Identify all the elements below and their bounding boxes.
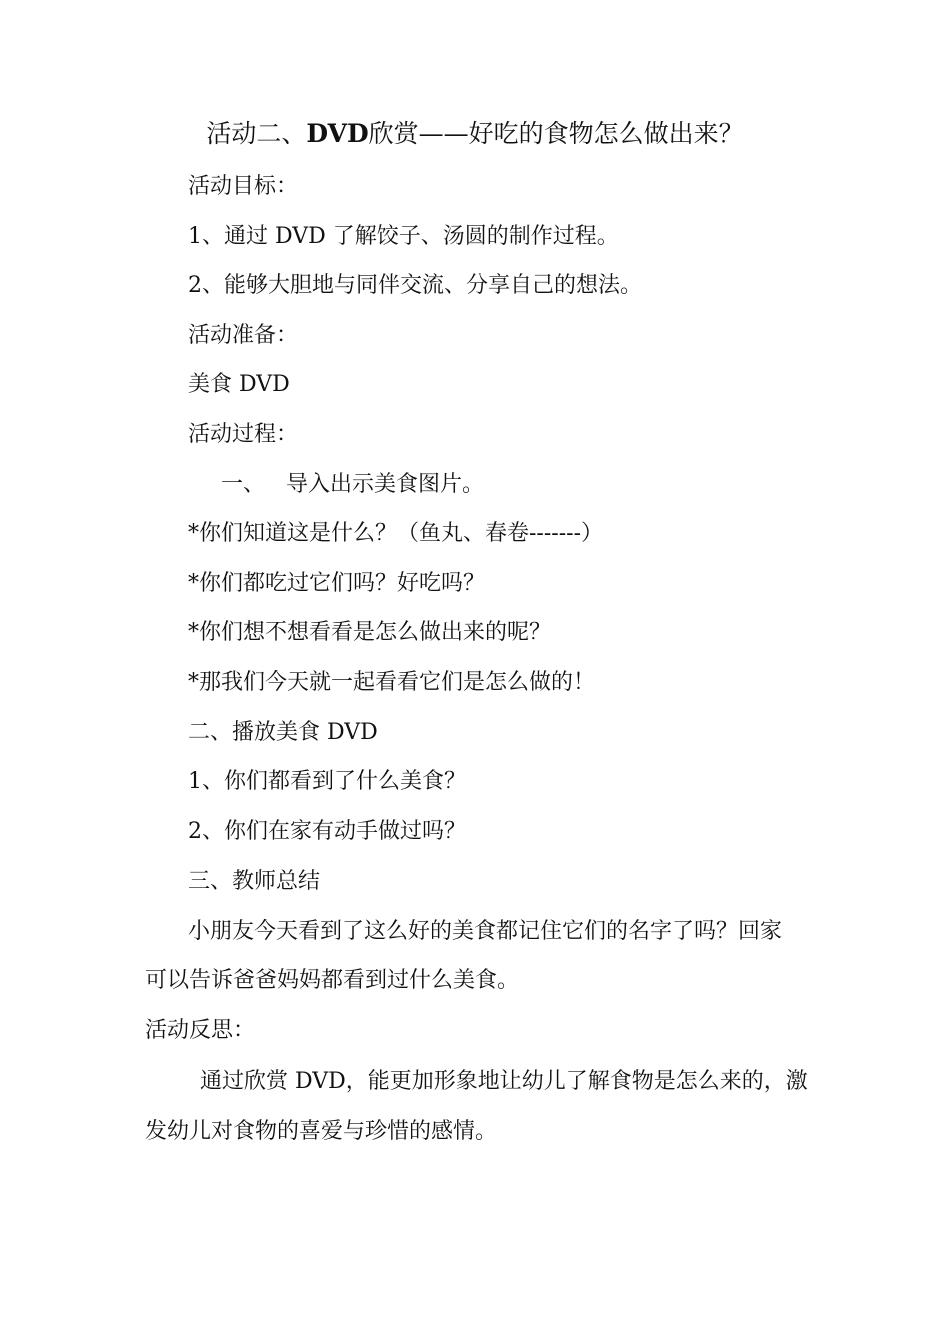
reflection-heading: 活动反思： — [145, 1018, 256, 1043]
title-suffix: 欣赏——好吃的食物怎么做出来？ — [368, 119, 744, 148]
question-4: *那我们今天就一起看看它们是怎么做的！ — [188, 670, 596, 695]
step-1: 一、 导入出示美食图片。 — [221, 472, 484, 497]
step-2-question-2: 2、你们在家有动手做过吗？ — [188, 819, 466, 844]
step-3: 三、教师总结 — [188, 869, 321, 894]
goal-item-1: 1、通过 DVD 了解饺子、汤圆的制作过程。 — [188, 224, 619, 249]
prep-heading: 活动准备： — [188, 323, 299, 348]
question-1: *你们知道这是什么？（鱼丸、春卷-------） — [188, 521, 604, 546]
title-prefix: 活动二、 — [206, 119, 307, 148]
goal-item-2: 2、能够大胆地与同伴交流、分享自己的想法。 — [188, 273, 642, 298]
goals-heading: 活动目标： — [188, 174, 299, 199]
title-dvd: DVD — [306, 119, 369, 148]
reflection-line-1: 通过欣赏 DVD，能更加形象地让幼儿了解食物是怎么来的，激 — [200, 1069, 808, 1094]
summary-line-1: 小朋友今天看到了这么好的美食都记住它们的名字了吗？回家 — [188, 919, 783, 944]
page-title — [0, 117, 950, 151]
question-2: *你们都吃过它们吗？好吃吗？ — [188, 571, 486, 596]
process-heading: 活动过程： — [188, 422, 299, 447]
question-3: *你们想不想看看是怎么做出来的呢？ — [188, 620, 552, 645]
summary-line-2: 可以告诉爸爸妈妈都看到过什么美食。 — [145, 968, 520, 993]
reflection-line-2: 发幼儿对食物的喜爱与珍惜的感情。 — [145, 1119, 498, 1144]
step-2-question-1: 1、你们都看到了什么美食？ — [188, 769, 466, 794]
step-2: 二、播放美食 DVD — [188, 720, 378, 745]
prep-item: 美食 DVD — [188, 372, 290, 397]
